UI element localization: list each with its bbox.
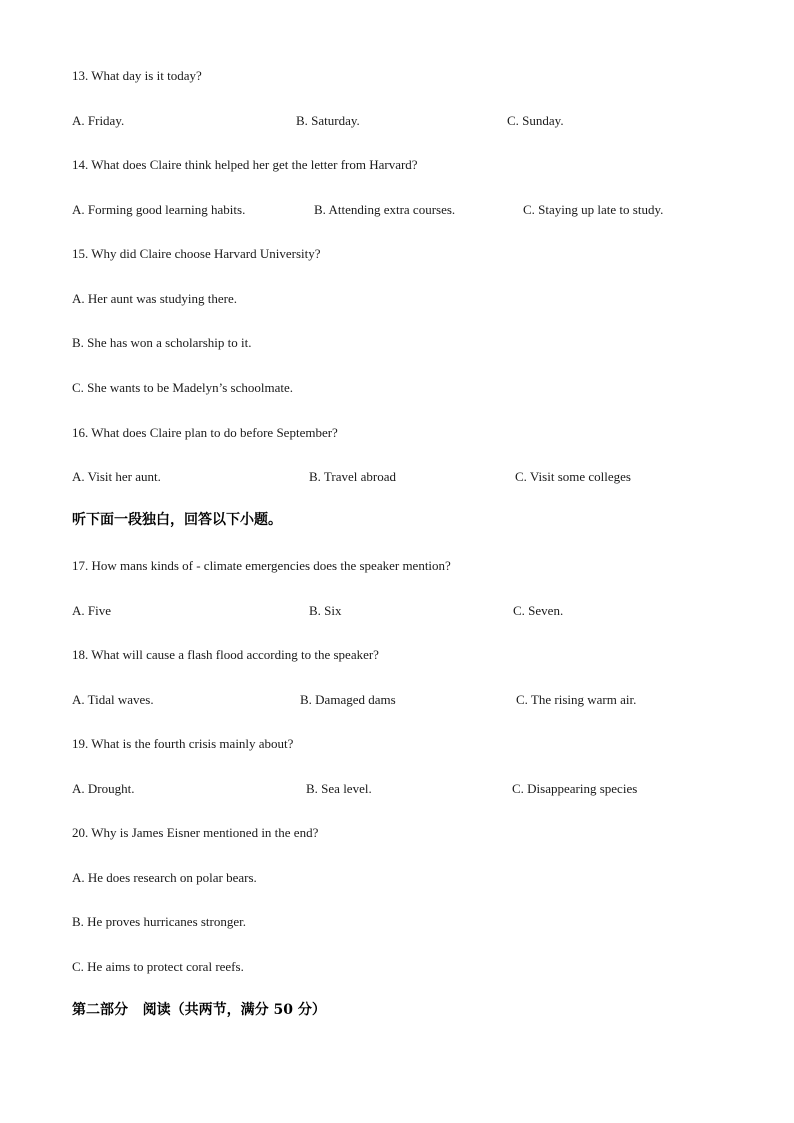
- question-17-option-a: A. Five: [72, 603, 111, 618]
- question-20-option-a: A. He does research on polar bears.: [72, 870, 257, 885]
- question-17-option-b: B. Six: [309, 603, 342, 618]
- question-18-option-c: C. The rising warm air.: [516, 692, 637, 707]
- question-20-option-c: C. He aims to protect coral reefs.: [72, 959, 244, 974]
- question-14-option-a: A. Forming good learning habits.: [72, 202, 246, 217]
- question-13-option-c: C. Sunday.: [507, 113, 564, 128]
- question-14-option-c: C. Staying up late to study.: [523, 202, 664, 217]
- question-18-option-a: A. Tidal waves.: [72, 692, 154, 707]
- question-18-stem: 18. What will cause a flash flood according to the speaker?: [72, 647, 379, 662]
- question-16-option-b: B. Travel abroad: [309, 469, 397, 484]
- question-15-option-b: B. She has won a scholarship to it.: [72, 335, 252, 350]
- question-19-option-a: A. Drought.: [72, 781, 135, 796]
- question-17-stem: 17. How mans kinds of - climate emergencies does the speaker mention?: [72, 558, 451, 573]
- question-13-option-a: A. Friday.: [72, 113, 125, 128]
- part-two-heading: 第二部分 阅读（共两节，满分 50 分）: [72, 1002, 326, 1018]
- question-19-stem: 19. What is the fourth crisis mainly about?: [72, 736, 294, 751]
- question-20-option-b: B. He proves hurricanes stronger.: [72, 914, 247, 929]
- question-15-option-a: A. Her aunt was studying there.: [72, 291, 237, 306]
- question-20-stem: 20. Why is James Eisner mentioned in the end?: [72, 825, 319, 840]
- question-15-stem: 15. Why did Claire choose Harvard University?: [72, 246, 321, 261]
- monologue-section-heading: 听下面一段独白，回答以下小题。: [72, 512, 282, 528]
- question-15-option-c: C. She wants to be Madelyn’s schoolmate.: [72, 380, 293, 395]
- question-16-stem: 16. What does Claire plan to do before September?: [72, 425, 338, 440]
- question-13-option-b: B. Saturday.: [296, 113, 360, 128]
- question-13-stem: 13. What day is it today?: [72, 68, 202, 83]
- question-19-option-b: B. Sea level.: [306, 781, 372, 796]
- question-19-option-c: C. Disappearing species: [512, 781, 638, 796]
- question-18-option-b: B. Damaged dams: [300, 692, 396, 707]
- question-16-option-a: A. Visit her aunt.: [72, 469, 161, 484]
- question-17-option-c: C. Seven.: [513, 603, 564, 618]
- question-16-option-c: C. Visit some colleges: [515, 469, 631, 484]
- question-14-option-b: B. Attending extra courses.: [314, 202, 456, 217]
- question-14-stem: 14. What does Claire think helped her get the letter from Harvard?: [72, 157, 418, 172]
